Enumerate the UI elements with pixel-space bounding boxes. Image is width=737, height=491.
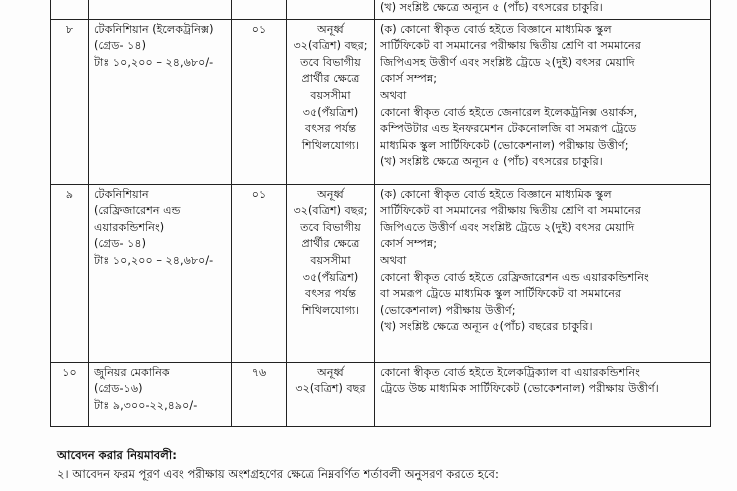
post-name-line: (গ্রেড- ১৪) (94, 39, 146, 53)
qualification-line: মাধ্যমিক স্কুল সার্টিফিকেট (ভোকেশনাল) পরীক্ষায় উত্তীর্ণ; (380, 138, 629, 152)
table-row (51, 362, 711, 426)
age-limit-line: অনূর্ধ্ব (317, 187, 344, 201)
serial-cell (51, 19, 89, 184)
posts-count: ০১ (251, 22, 267, 36)
post-name-line: টাঃ ১০,২০০ – ২৪,৬৮০/- (94, 253, 214, 267)
qualification-line: জিপিএসহ উত্তীর্ণ এবং সংশ্লিষ্ট ট্রেডে ২(দুই) বৎসর মেয়াদি (380, 55, 635, 69)
age-limit-line: বয়সসীমা (310, 253, 351, 267)
age-limit-line: অনূর্ধ্ব (317, 365, 344, 379)
rules-heading: আবেদন করার নিয়মাবলী: (57, 448, 177, 462)
name-cell (89, 19, 232, 184)
age-limit-line: ৩৫(পঁয়ত্রিশ) (302, 270, 359, 284)
age-limit-line: বয়সসীমা (310, 88, 351, 102)
posts-count: ০১ (251, 187, 267, 201)
age-limit-line: অনূর্ধ্ব (317, 22, 344, 36)
qualification-line: কম্পিউটার এন্ড ইনফরমেশন টেকনোলজি বা সমরূপ ট্রেডে (380, 122, 637, 136)
serial-number: ১০ (62, 365, 77, 379)
post-name-line: টাঃ ১০,২০০ – ২৪,৬৮০/- (94, 55, 214, 69)
age-limit-line: শিথিলযোগ্য। (301, 138, 360, 152)
qualification-line: সার্টিফিকেট বা সমমানের পরীক্ষায় দ্বিতীয় শ্রেণি বা সমমানের (380, 39, 641, 53)
rules-item-2: ২। আবেদন ফরম পূরণ এবং পরীক্ষায় অংশগ্রহণের ক্ষেত্রে নিম্নবর্ণিত শর্তাবলী অনুসরণ করতে হবে: (57, 467, 499, 481)
age-limit-line: ৩২(বত্রিশ) বছর; (293, 39, 368, 53)
qualification-cell (375, 0, 711, 19)
qualification-line: জিপিএতে উত্তীর্ণ এবং সংশ্লিষ্ট ট্রেডে ২(দুই) বৎসর মেয়াদি (380, 220, 635, 234)
posts-count: ৭৬ (251, 365, 267, 379)
age-cell (287, 0, 375, 19)
application-rules (57, 446, 499, 484)
age-limit-line: তবে বিভাগীয় (300, 220, 361, 234)
qualification-cell (375, 19, 711, 184)
post-name-line: (রেফ্রিজারেশন এন্ড (94, 204, 181, 218)
post-name-line: (গ্রেড- ১৪) (94, 237, 146, 251)
age-cell (287, 184, 375, 362)
qualification-line: কোনো স্বীকৃত বোর্ড হইতে জেনারেল ইলেকট্রনিক্স ওয়ার্কস, (380, 105, 638, 119)
serial-cell (51, 0, 89, 19)
serial-number: ৯ (65, 187, 74, 201)
qualification-line: কোর্স সম্পন্ন; (380, 72, 438, 86)
age-limit-line: প্রার্থীর ক্ষেত্রে (301, 237, 360, 251)
qualification-line: (ক) কোনো স্বীকৃত বোর্ড হইতে বিজ্ঞানে মাধ্যমিক স্কুল (380, 22, 612, 36)
age-limit-line: ৩৫(পঁয়ত্রিশ) (302, 105, 359, 119)
qualification-line: (খ) সংশ্লিষ্ট ক্ষেত্রে অন্যূন ৫(পাঁচ) বছরের চাকুরি। (380, 320, 593, 334)
table-row-continued (51, 0, 711, 19)
qualification-line: অথবা (380, 253, 407, 267)
name-cell (89, 0, 232, 19)
qualification-line: (ভোকেশনাল) পরীক্ষায় উত্তীর্ণ; (380, 303, 516, 317)
post-name-line: টাঃ ৯,৩০০-২২,৪৯০/- (94, 398, 198, 412)
age-limit-line: তবে বিভাগীয় (300, 55, 361, 69)
serial-cell (51, 362, 89, 426)
posts-cell (232, 19, 287, 184)
qualification-line: ট্রেডে উচ্চ মাধ্যমিক সার্টিফিকেট (ভোকেশনাল) পরীক্ষায় উত্তীর্ণ। (380, 382, 659, 396)
table-row (51, 19, 711, 184)
age-limit-line: ৩২(বত্রিশ) বছর; (293, 204, 368, 218)
age-limit-line: বৎসর পর্যন্ত (304, 287, 357, 301)
qualification-line: (খ) সংশ্লিষ্ট ক্ষেত্রে অন্যূন ৫ (পাঁচ) বৎসরের চাকুরি। (380, 1, 603, 14)
qualification-line: সার্টিফিকেট বা সমমানের পরীক্ষায় দ্বিতীয় শ্রেণি বা সমমানের (380, 204, 641, 218)
post-name-line: টেকনিশিয়ান (ইলেকট্রনিক্স) (94, 22, 214, 36)
posts-cell (232, 0, 287, 19)
qualification-cell (375, 362, 711, 426)
age-cell (287, 19, 375, 184)
age-limit-line: ৩২(বত্রিশ) বছর (295, 382, 366, 396)
job-requirements-table (50, 0, 711, 427)
table-row (51, 184, 711, 362)
qualification-line: (ক) কোনো স্বীকৃত বোর্ড হইতে বিজ্ঞানে মাধ্যমিক স্কুল (380, 187, 612, 201)
name-cell (89, 184, 232, 362)
age-limit-line: বৎসর পর্যন্ত (304, 122, 357, 136)
post-name-line: (গ্রেড-১৬) (94, 382, 143, 396)
qualification-line: বা সমরূপ ট্রেডে মাধ্যমিক স্কুল সার্টিফিকেট বা সমমানের (380, 287, 622, 301)
serial-number: ৮ (65, 22, 74, 36)
qualification-line: অথবা (380, 88, 407, 102)
name-cell (89, 362, 232, 426)
qualification-cell (375, 184, 711, 362)
post-name-line: জুনিয়র মেকানিক (94, 365, 170, 379)
age-cell (287, 362, 375, 426)
age-limit-line: শিথিলযোগ্য। (301, 303, 360, 317)
posts-cell (232, 184, 287, 362)
qualification-line: কোর্স সম্পন্ন; (380, 237, 438, 251)
posts-cell (232, 362, 287, 426)
qualification-line: কোনো স্বীকৃত বোর্ড হইতে রেফ্রিজারেশন এন্ড এয়ারকন্ডিশনিং (380, 270, 649, 284)
post-name-line: এয়ারকন্ডিশনিং) (94, 220, 165, 234)
serial-cell (51, 184, 89, 362)
post-name-line: টেকনিশিয়ান (94, 187, 149, 201)
age-limit-line: প্রার্থীর ক্ষেত্রে (301, 72, 360, 86)
qualification-line: কোনো স্বীকৃত বোর্ড হইতে ইলেকট্রিক্যাল বা এয়ারকন্ডিশনিং (380, 365, 640, 379)
qualification-line: (খ) সংশ্লিষ্ট ক্ষেত্রে অন্যূন ৫ (পাঁচ) বৎসরের চাকুরি। (380, 155, 603, 169)
